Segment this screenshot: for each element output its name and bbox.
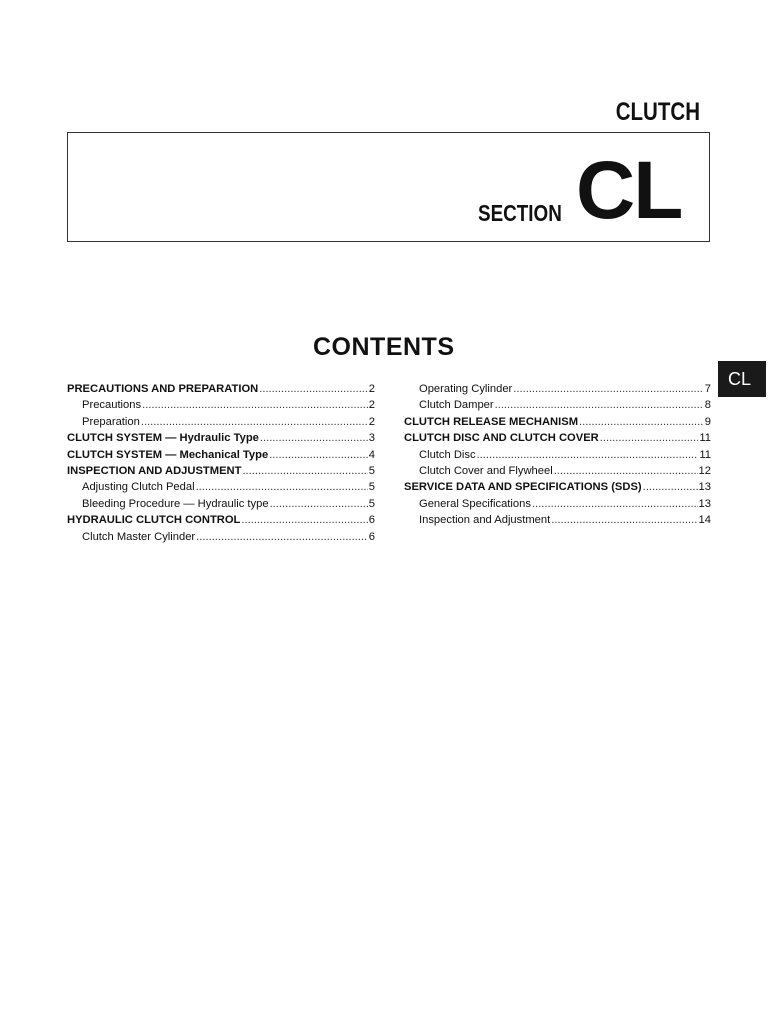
toc-entry-label: HYDRAULIC CLUTCH CONTROL (67, 514, 241, 527)
toc-entry[interactable] (404, 399, 711, 415)
toc-leader-dots (579, 416, 704, 428)
toc-entry-label: Clutch Master Cylinder (82, 530, 196, 543)
toc-entry[interactable] (67, 383, 375, 399)
toc-entry[interactable] (404, 432, 711, 448)
toc-entry[interactable] (404, 514, 711, 530)
section-tab[interactable]: CL (718, 361, 766, 397)
section-code: CL (576, 145, 682, 236)
toc-entry[interactable] (404, 481, 711, 497)
toc-entry-label: SERVICE DATA AND SPECIFICATIONS (SDS) (404, 481, 642, 494)
toc-entry-page: 11 (699, 448, 711, 461)
toc-entry-label: Clutch Cover and Flywheel (419, 464, 553, 477)
toc-leader-dots (532, 498, 698, 510)
toc-leader-dots (270, 498, 368, 510)
toc-leader-dots (196, 531, 368, 543)
contents-title: CONTENTS (313, 333, 455, 361)
toc-entry-page: 12 (698, 464, 711, 477)
toc-leader-dots (241, 514, 367, 526)
toc-entry[interactable] (67, 432, 375, 448)
toc-entry-page: 5 (368, 464, 375, 477)
toc-entry[interactable] (67, 481, 375, 497)
toc-entry-label: PRECAUTIONS AND PREPARATION (67, 383, 259, 395)
toc-entry[interactable] (67, 498, 375, 514)
toc-leader-dots (142, 399, 368, 411)
toc-leader-dots (513, 383, 703, 395)
toc-leader-dots (196, 481, 368, 493)
toc-entry-label: Precautions (82, 399, 142, 412)
toc-entry-page: 5 (368, 481, 375, 494)
toc-entry-page: 2 (368, 383, 375, 395)
toc-entry-label: Bleeding Procedure — Hydraulic type (82, 497, 269, 510)
toc-entry[interactable] (67, 416, 375, 432)
toc-entry-label: Adjusting Clutch Pedal (82, 481, 195, 494)
toc-entry-label: CLUTCH SYSTEM — Hydraulic Type (67, 432, 259, 445)
toc-entry[interactable] (404, 465, 711, 481)
toc-entry-page: 4 (368, 448, 375, 461)
toc-entry[interactable] (404, 498, 711, 514)
toc-entry-page: 13 (698, 481, 711, 494)
toc-entry[interactable] (67, 514, 375, 530)
chapter-title: CLUTCH (615, 98, 700, 126)
toc-leader-dots (141, 416, 368, 428)
toc-entry[interactable] (404, 383, 711, 399)
toc-leader-dots (259, 383, 368, 395)
toc-entry[interactable] (67, 399, 375, 415)
toc-entry-page: 9 (704, 415, 711, 428)
toc-entry-page: 5 (368, 497, 375, 510)
toc-leader-dots (495, 399, 704, 411)
toc-leader-dots (643, 481, 698, 493)
toc-entry[interactable] (67, 465, 375, 481)
toc-entry-page: 14 (698, 514, 711, 527)
toc-entry-label: CLUTCH SYSTEM — Mechanical Type (67, 448, 269, 461)
toc-entry[interactable] (67, 531, 375, 547)
section-label: SECTION (478, 200, 562, 226)
toc-left-column (67, 383, 375, 547)
toc-entry-label: CLUTCH RELEASE MECHANISM (404, 415, 579, 428)
toc-right-column (404, 383, 711, 531)
toc-entry[interactable] (404, 449, 711, 465)
toc-leader-dots (269, 449, 368, 461)
toc-leader-dots (242, 465, 367, 477)
toc-entry-label: General Specifications (419, 497, 531, 510)
toc-leader-dots (551, 514, 697, 526)
toc-entry[interactable] (404, 416, 711, 432)
toc-entry-label: Inspection and Adjustment (419, 514, 551, 527)
toc-entry-page: 3 (368, 432, 375, 445)
toc-leader-dots (477, 449, 699, 461)
toc-entry-page: 2 (368, 415, 375, 428)
toc-entry-page: 13 (698, 497, 711, 510)
toc-entry-label: INSPECTION AND ADJUSTMENT (67, 464, 242, 477)
toc-leader-dots (260, 432, 368, 444)
toc-entry-page: 7 (704, 383, 711, 395)
toc-leader-dots (600, 432, 699, 444)
toc-entry-page: 6 (368, 530, 375, 543)
toc-entry-label: Clutch Damper (419, 399, 494, 412)
toc-entry-label: Operating Cylinder (419, 383, 513, 395)
toc-entry-label: CLUTCH DISC AND CLUTCH COVER (404, 432, 599, 445)
toc-leader-dots (554, 465, 698, 477)
toc-entry-page: 6 (368, 514, 375, 527)
toc-entry-page: 8 (704, 399, 711, 412)
toc-entry[interactable] (67, 449, 375, 465)
toc-entry-page: 11 (699, 432, 711, 445)
toc-entry-label: Clutch Disc (419, 448, 476, 461)
toc-entry-label: Preparation (82, 415, 140, 428)
toc-entry-page: 2 (368, 399, 375, 412)
